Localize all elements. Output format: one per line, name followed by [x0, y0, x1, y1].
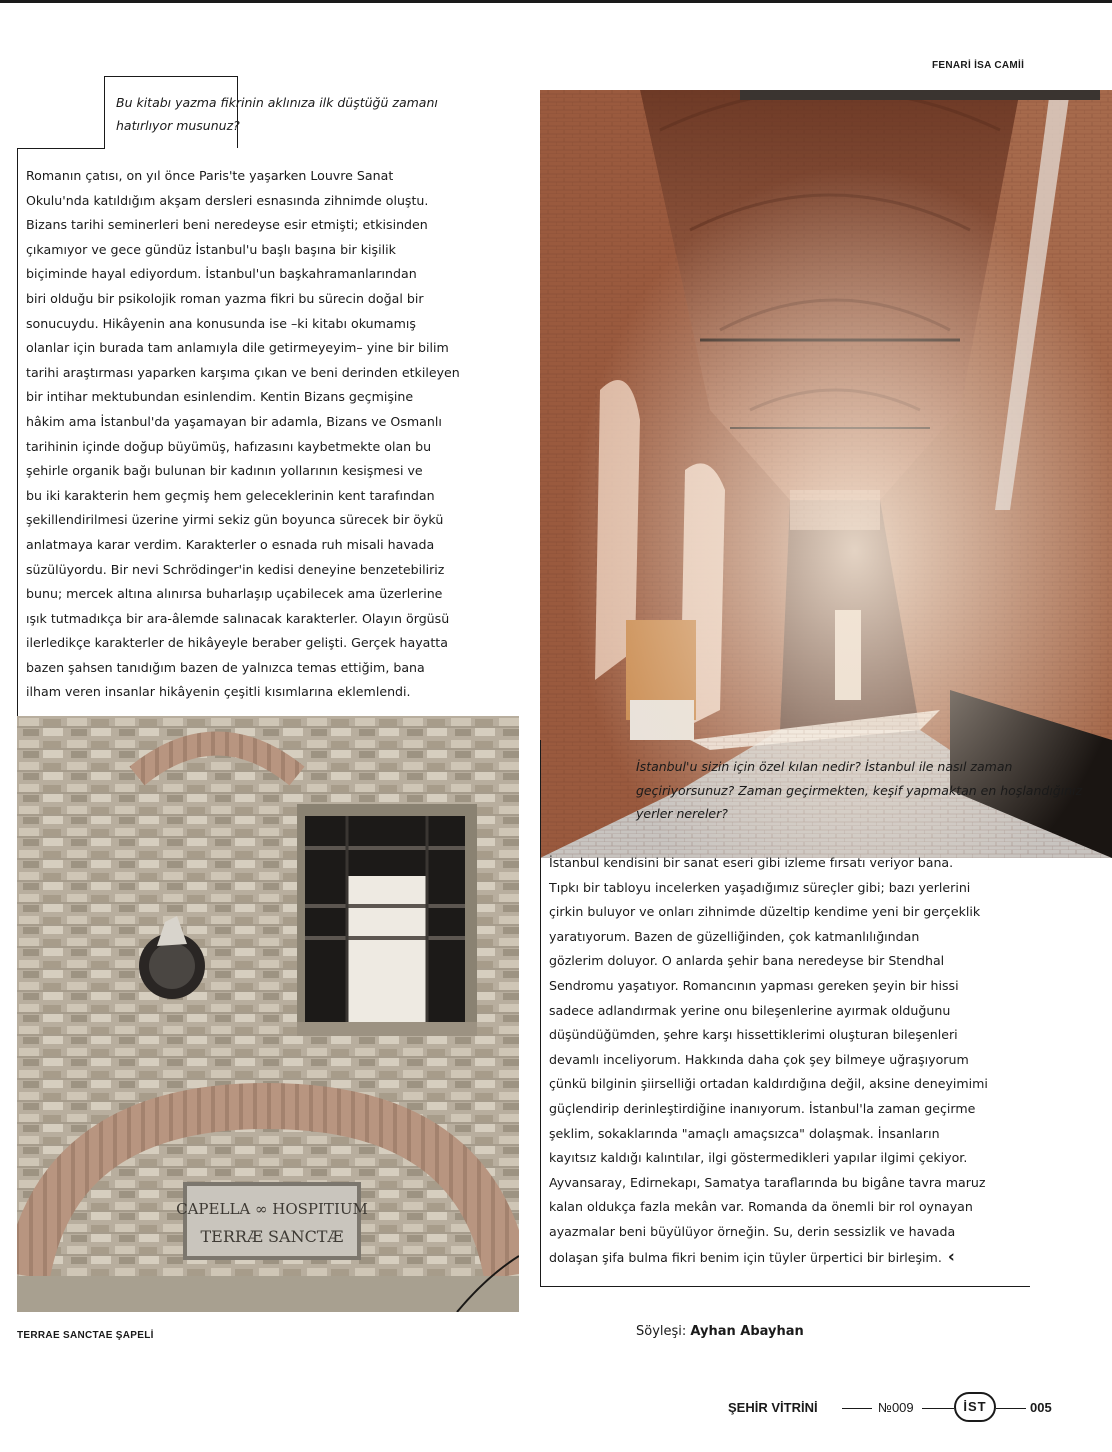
facade-photo [17, 716, 519, 1312]
text-line: olanlar için burada tam anlamıyla dile getirmeyeyim– yine bir bilim [26, 340, 449, 356]
photo-caption-fenari-isa: FENARİ İSA CAMİİ [932, 60, 1025, 71]
text-line: Ayvansaray, Edirnekapı, Samatya taraflarında bu bigâne tavra maruz [549, 1174, 986, 1190]
top-border [0, 0, 1112, 3]
text-line: süzülüyordu. Bir nevi Schrödinger'in kedisi deneyine benzetebiliriz [26, 561, 445, 577]
text-line: Tıpkı bir tabloyu incelerken yaşadığımız süreçler gibi; bazı yerlerini [549, 879, 971, 895]
text-line: yaratıyorum. Bazen de güzelliğinden, çok katmanlılığından [549, 928, 920, 944]
sign-line-1: CAPELLA ∞ HOSPITIUM [176, 1200, 368, 1218]
footer-rule-3 [996, 1408, 1026, 1409]
footer-rule-1 [842, 1408, 872, 1409]
question-1: Bu kitabı yazma fikrinin aklınıza ilk düştüğü zamanı hatırlıyor musunuz? [116, 95, 438, 133]
footer-rule-2 [922, 1408, 954, 1409]
text-line: kalan oldukça fazla mekân var. Romanda da önemli bir rol oynayan [549, 1199, 973, 1215]
text-line: çünkü bilginin şiirselliği ortadan kaldırdığına değil, aksine deneyimimi [549, 1076, 988, 1092]
text-line: biri olduğu bir psikolojik roman yazma fikri bu sürecin doğal bir [26, 290, 424, 306]
footer-section: ŞEHİR VİTRİNİ [728, 1400, 818, 1415]
text-line: biçiminde hayal ediyordum. İstanbul'un başkahramanlarından [26, 266, 417, 282]
text-line: çıkamıyor ve gece gündüz İstanbul'u başlı başına bir kişilik [26, 241, 396, 257]
photo-caption-terrae-sanctae: TERRAE SANCTAE ŞAPELİ [17, 1330, 154, 1341]
text-line: anlatmaya karar verdim. Karakterler o esnada ruh misali havada [26, 536, 435, 552]
text-line: Bizans tarihi seminerleri beni neredeyse esir etmişti; etkisinden [26, 217, 428, 233]
text-line: Okulu'nda katıldığım akşam dersleri esnasında zihnimde oluştu. [26, 192, 429, 208]
text-line: İstanbul kendisini bir sanat eseri gibi izleme fırsatı veriyor bana. [549, 855, 954, 870]
question-2: İstanbul'u sizin için özel kılan nedir? İstanbul ile nasıl zaman geçiriyorsunuz? Zaman geçirmekten, keşif yapmaktan en hoşlandığınız yerler nereler? [636, 759, 1083, 821]
text-line: şeklim, sokaklarında "amaçlı amaçsızca" dolaşmak. İnsanların [549, 1125, 940, 1141]
q2-frame-left [540, 740, 541, 858]
text-line: güçlendirip derinleştirdiğine inanıyorum. İstanbul'la zaman geçirme [549, 1100, 976, 1116]
text-line: bazen şahsen tanıdığım bazen de yalnızca temas ettiğim, bana [26, 659, 425, 675]
text-line: ışık tutmadıkça bir ara-âlemde salınacak karakterler. Olayın örgüsü [26, 610, 450, 626]
chevron-left-icon: ‹ [947, 1246, 955, 1267]
text-line: bir intihar mektubundan esinlendim. Kentin Bizans geçmişine [26, 389, 414, 405]
text-line: şekillendirilmesi üzerine yirmi sekiz gün boyunca sürecek bir öykü [26, 512, 444, 528]
text-line: bu iki karakterin hem geçmiş hem geleceklerinin kent tarafından [26, 487, 435, 503]
corridor-photo [540, 90, 1112, 858]
q1-frame-top [104, 76, 238, 77]
q1-frame-step [17, 148, 105, 149]
text-line: düşündüğümden, şehre karşı hissettiklerimi oluşturan bileşenleri [549, 1027, 958, 1043]
text-line: Sendromu yaşatıyor. Romancının yapması gereken şeyin bir hissi [549, 977, 959, 993]
text-line: hâkim ama İstanbul'da yaşamayan bir adamla, Bizans ve Osmanlı [26, 413, 442, 429]
text-line: sadece adlandırmak yerine onu bileşenlerine ayırmak olduğunu [549, 1002, 951, 1018]
footer-issue: №009 [878, 1400, 914, 1415]
sign-line-2: TERRÆ SANCTÆ [200, 1227, 344, 1246]
text-line: tarihi araştırması yaparken karşıma çıkan ve beni derinden etkileyen [26, 364, 460, 380]
stone-facade-photo-icon [17, 716, 519, 1312]
text-line: bunu; mercek altına alınırsa buharlaşıp uçabilecek ama üzerlerine [26, 586, 443, 602]
text-line: tarihinin içinde doğup büyümüş, hafızasını kaybetmekte olan bu [26, 438, 432, 454]
text-line: şehirle organik bağı bulunan bir kadının yollarının kesişmesi ve [26, 463, 423, 479]
vaulted-corridor-photo-icon [540, 90, 1112, 858]
text-line: gözlerim doluyor. O anlarda şehir bana neredeyse bir Stendhal [549, 953, 945, 969]
text-line: sonucuydu. Hikâyenin ana konusunda ise –ki kitabı okumamış [26, 315, 416, 331]
credit-name: Ayhan Abayhan [690, 1324, 804, 1339]
text-line: ilham veren insanlar hikâyenin çeşitli kısımlarına eklemlendi. [26, 684, 411, 700]
text-line: devamlı inceliyorum. Hakkında daha çok şey bilmeye uğraşıyorum [549, 1051, 969, 1067]
page-number: 005 [1030, 1400, 1052, 1415]
text-line: ayazmalar beni büyülüyor örneğin. Su, derin sessizlik ve havada [549, 1223, 956, 1239]
credit-label: Söyleşi: [636, 1324, 687, 1339]
answer2-frame-bottom [540, 1286, 1030, 1287]
text-line: kayıtsız kaldığı kalıntılar, ilgi göstermedikleri yapılar ilgimi çekiyor. [549, 1150, 968, 1166]
q1-frame-left [104, 76, 105, 148]
text-line: ilerledikçe karakterler de hikâyeyle beraber gelişti. Gerçek hayatta [26, 635, 448, 651]
answer2-frame-left [540, 857, 541, 1287]
text-line: dolaşan şifa bulma fikri benim için tüyler ürpertici bir birleşim. ‹ [549, 1246, 955, 1267]
text-line: çirkin buluyor ve onları zihnimde düzeltip kendime yeni bir gerçeklik [549, 904, 981, 920]
footer-logo: İST [954, 1392, 996, 1422]
interview-credit [636, 1324, 804, 1339]
answer-1 [26, 164, 460, 705]
answer-2 [549, 851, 988, 1269]
text-line: Romanın çatısı, on yıl önce Paris'te yaşarken Louvre Sanat [26, 168, 394, 183]
answer1-frame-left [17, 148, 18, 716]
